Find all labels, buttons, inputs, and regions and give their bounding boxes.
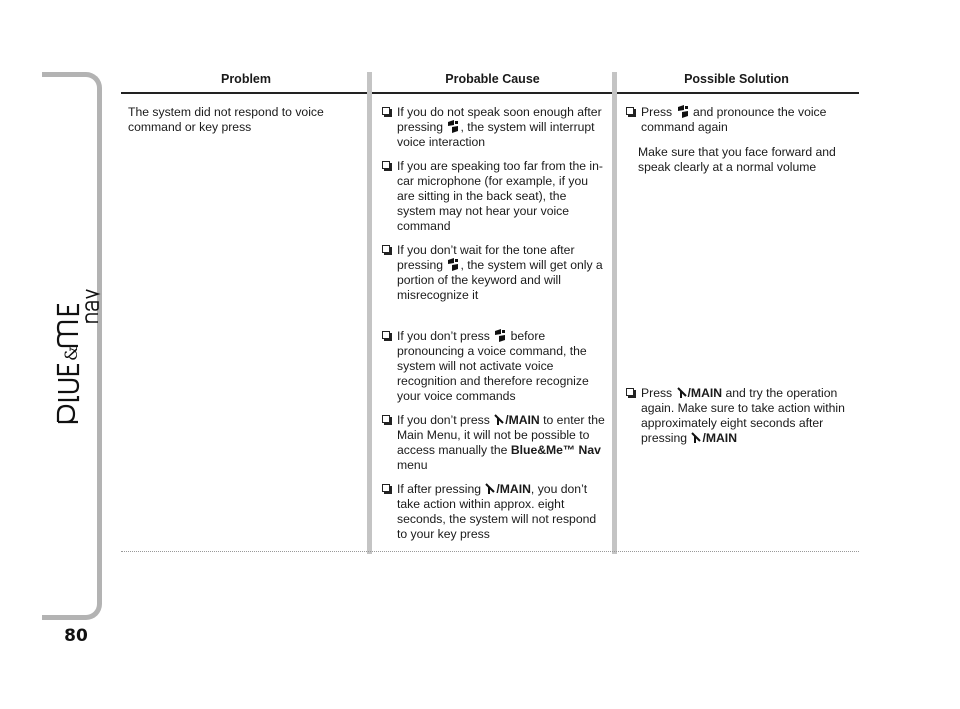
cause-item [382,105,608,150]
header-possible-solution: Possible Solution [684,72,789,86]
header-probable-cause: Probable Cause [445,72,540,86]
cause-text: menu [397,458,428,472]
table-header-rule [121,92,859,94]
solution-item [626,386,854,446]
brand-name: Blue&Me™ Nav [510,443,601,457]
cause-cell [382,105,608,542]
checkbox-bullet-icon [626,388,634,396]
cause-item [382,329,608,404]
main-key-label: /MAIN [496,482,531,496]
solution-cell [626,105,854,446]
voice-button-icon [677,105,689,118]
problem-text: The system did not respond to voice command or key press [128,105,324,134]
main-key-label: /MAIN [702,431,737,445]
solution-text: and try the operation again. Make sure to take action within approximately eight seconds after pressing [641,386,845,445]
cause-text: before pronouncing a voice command, the system will not activate voice recognition and therefore recognize your voice commands [397,329,589,403]
cause-text: If you don’t press [397,413,490,427]
column-divider [367,72,372,554]
cause-item [382,482,608,542]
checkbox-bullet-icon [382,161,390,169]
solution-text: Press [641,105,673,119]
checkbox-bullet-icon [382,331,390,339]
checkbox-bullet-icon [382,107,390,115]
blue-me-nav-logo [38,258,102,428]
cause-text: , the system will interrupt voice interaction [397,120,595,149]
solution-item [626,105,854,135]
voice-button-icon [447,258,459,271]
main-key-label: /MAIN [505,413,540,427]
voice-button-icon [494,329,506,342]
svg-text:&: & [62,345,82,361]
table-bottom-rule [121,551,859,552]
cause-item [382,159,608,234]
checkbox-bullet-icon [382,245,390,253]
cause-text: If you do not speak soon enough after pressing [397,105,602,134]
cause-text: , you don’t take action within approx. eight seconds, the system will not respond to your key press [397,482,597,541]
solution-text: Press [641,386,673,400]
solution-note: Make sure that you face forward and speak clearly at a normal volume [638,145,836,174]
checkbox-bullet-icon [382,415,390,423]
cause-item [382,413,608,473]
column-divider [612,72,617,554]
cause-text: to enter the Main Menu, it will not be possible to access manually the [397,413,605,457]
main-key-label: /MAIN [687,386,723,400]
cause-text: If you are speaking too far from the in-car microphone (for example, if you are sitting in the back seat), the system may not hear your voice command [397,159,603,233]
page-number: 80 [64,626,88,646]
main-key-icon [677,387,687,399]
header-problem: Problem [220,72,271,86]
cause-text: , the system will get only a portion of the keyword and will misrecognize it [397,258,603,302]
solution-text: and pronounce the voice command again [641,105,827,134]
cause-text: If you don’t press [397,329,490,343]
cause-item [382,243,608,303]
problem-cell [128,105,353,135]
main-key-icon [494,414,504,426]
checkbox-bullet-icon [626,107,634,115]
cause-text: If you don’t wait for the tone after pressing [397,243,575,272]
checkbox-bullet-icon [382,484,390,492]
cause-text: If after pressing [397,482,481,496]
voice-button-icon [447,120,459,133]
main-key-icon [485,483,495,495]
main-key-icon [691,432,701,444]
